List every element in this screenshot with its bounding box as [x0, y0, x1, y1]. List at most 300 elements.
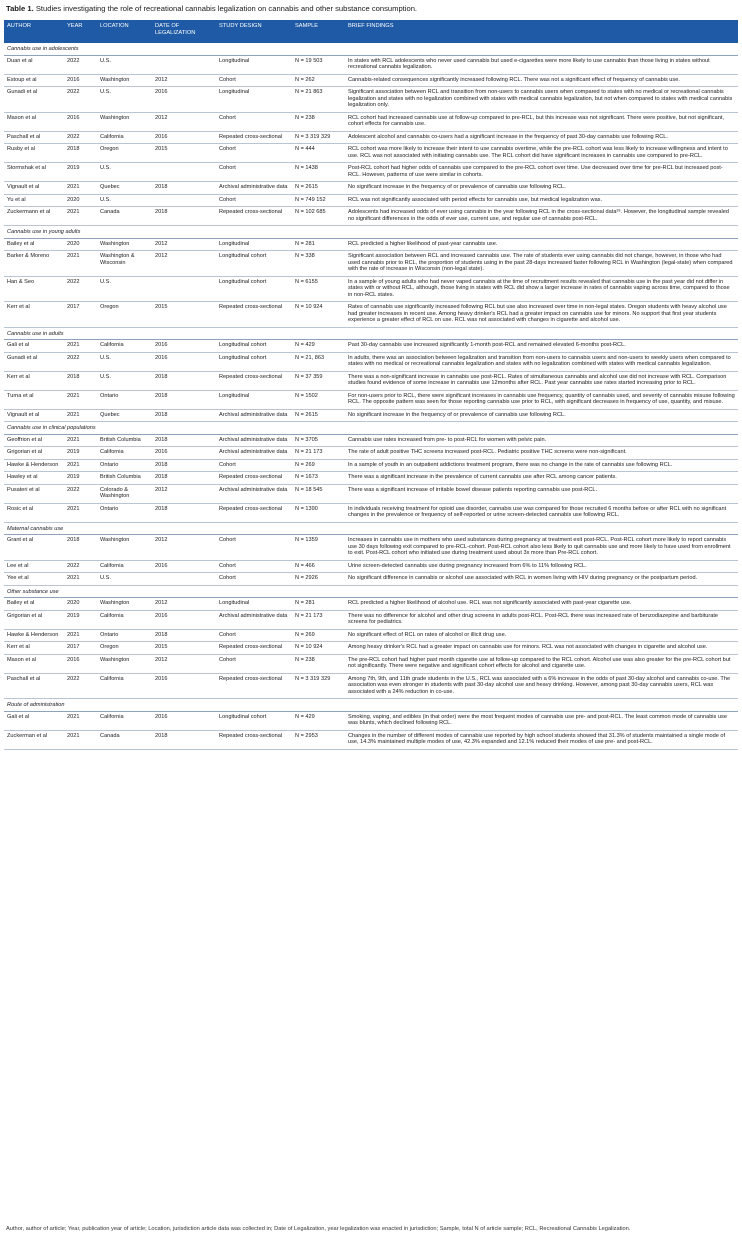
cell-date-of-legalization: 2016 [152, 673, 216, 699]
table-caption [6, 4, 417, 14]
cell-author: Hawke & Henderson [4, 459, 64, 472]
section-header-row [4, 422, 738, 435]
cell-author: Geoffrion et al [4, 434, 64, 447]
section-title: Maternal cannabis use [4, 522, 738, 535]
cell-year: 2020 [64, 238, 97, 251]
section-header-row [4, 522, 738, 535]
cell-study-design: Cohort [216, 144, 292, 163]
cell-brief-findings: Increases in cannabis use in mothers who used substances during pregnancy at treatment exit post-RCL. Post-RCL cohort more likely to report cannabis use 30 days following exit compared to pre-RCL-cohort. Post-RCL cohort also less likely to quit cannabis use and more likely to have used from enrollment to exit. Post-RCL cohort who initiated use during treatment used about 3x more than Pre-RCL cohort. [345, 535, 738, 561]
cell-location: Washington [97, 654, 152, 673]
cell-study-design: Cohort [216, 560, 292, 573]
cell-author: Kerr et al [4, 302, 64, 328]
cell-year: 2017 [64, 642, 97, 655]
cell-brief-findings: The pre-RCL cohort had higher past month cigarette use at follow-up compared to the RCL cohort. Alcohol use was also greater for the pre-RCL cohort but not significantly. There were negative and significant cohort effects for alcohol and cigarette use. [345, 654, 738, 673]
cell-brief-findings: There was no difference for alcohol and other drug screens in adults post-RCL. Post-RCL there was increased rate of benzodiazepine and barbiturate screens for pediatrics. [345, 610, 738, 629]
cell-year: 2022 [64, 484, 97, 503]
cell-sample: N = 466 [292, 560, 345, 573]
section-title: Route of administration [4, 699, 738, 712]
cell-study-design: Cohort [216, 112, 292, 131]
cell-sample: N = 2615 [292, 182, 345, 195]
cell-author: Vignault et al [4, 182, 64, 195]
table-row [4, 251, 738, 277]
cell-location: U.S. [97, 371, 152, 390]
cell-year: 2022 [64, 276, 97, 302]
cell-location: Washington & Wisconsin [97, 251, 152, 277]
cell-location: Ontario [97, 503, 152, 522]
cell-brief-findings: RCL cohort had increased cannabis use at follow-up compared to pre-RCL, but this increase was not significant. There were positive, but not significant, cohort effects for cannabis use. [345, 112, 738, 131]
cell-sample: N = 444 [292, 144, 345, 163]
table-row [4, 55, 738, 74]
cell-study-design: Repeated cross-sectional [216, 302, 292, 328]
cell-location: Oregon [97, 642, 152, 655]
table-row [4, 654, 738, 673]
table-row [4, 87, 738, 113]
cell-year: 2016 [64, 112, 97, 131]
cell-author: Zuckermann et al [4, 207, 64, 226]
cell-author: Gunadi et al [4, 87, 64, 113]
table-row [4, 730, 738, 749]
cell-year: 2016 [64, 654, 97, 673]
cell-date-of-legalization: 2012 [152, 238, 216, 251]
cell-location: Canada [97, 730, 152, 749]
cell-brief-findings: Significant association between RCL and increased cannabis use. The rate of students ever using cannabis did not change, however, in those who had used cannabis prior to RCL, the proportion of students using in the past 28-days increased faster following RCL in Washington (legal-state) when compared with the rate of increase in Wisconsin (non-legal state). [345, 251, 738, 277]
table-row [4, 434, 738, 447]
cell-year: 2021 [64, 207, 97, 226]
cell-study-design: Longitudinal [216, 238, 292, 251]
section-title: Cannabis use in adolescents [4, 43, 738, 55]
cell-location: California [97, 131, 152, 144]
cell-author: Grigorian et al [4, 447, 64, 460]
table-body [4, 43, 738, 749]
cell-sample: N = 1502 [292, 390, 345, 409]
cell-year: 2021 [64, 340, 97, 353]
cell-study-design: Repeated cross-sectional [216, 642, 292, 655]
cell-study-design: Archival administrative data [216, 434, 292, 447]
cell-sample: N = 338 [292, 251, 345, 277]
cell-date-of-legalization [152, 55, 216, 74]
cell-date-of-legalization [152, 573, 216, 586]
cell-location: Oregon [97, 302, 152, 328]
cell-brief-findings: In a sample of young adults who had never vaped cannabis at the time of recruitment results revealed that cannabis use in the past year did not differ in states with or without RCL, although, those living in states with RCL did show a larger increase in rates of cannabis vaping across time, compared to those in non-RCL states. [345, 276, 738, 302]
column-header-sample: SAMPLE [292, 20, 345, 43]
cell-year: 2021 [64, 629, 97, 642]
cell-brief-findings: Cannabis-related consequences significantly increased following RCL. There was not a significant effect of frequency of cannabis use. [345, 74, 738, 87]
cell-author: Paschall et al [4, 673, 64, 699]
table-row [4, 207, 738, 226]
cell-year: 2022 [64, 87, 97, 113]
table-row [4, 560, 738, 573]
cell-location: U.S. [97, 194, 152, 207]
cell-brief-findings: No significant effect of RCL on rates of alcohol or illicit drug use. [345, 629, 738, 642]
cell-study-design: Cohort [216, 654, 292, 673]
cell-year: 2020 [64, 598, 97, 611]
cell-year: 2021 [64, 711, 97, 730]
cell-sample: N = 1438 [292, 163, 345, 182]
cell-sample: N = 3 319 329 [292, 673, 345, 699]
cell-location: U.S. [97, 163, 152, 182]
cell-sample: N = 21 173 [292, 447, 345, 460]
cell-sample: N = 2615 [292, 409, 345, 422]
cell-study-design: Longitudinal cohort [216, 340, 292, 353]
cell-study-design: Archival administrative data [216, 610, 292, 629]
cell-brief-findings: There was a non-significant increase in cannabis use post-RCL. Rates of simultaneous cannabis and alcohol use did not increase with RCL. Comparison studies found evidence of some increase in cannabis use 12months after RCL. Past year cannabis use rates started increasing prior to RCL. [345, 371, 738, 390]
section-header-row [4, 226, 738, 239]
cell-brief-findings: Past 30-day cannabis use increased significantly 1-month post-RCL and remained elevated 6-months post-RCL. [345, 340, 738, 353]
cell-study-design: Longitudinal cohort [216, 352, 292, 371]
cell-author: Zuckerman et al [4, 730, 64, 749]
cell-brief-findings: No significant increase in the frequency of or prevalence of cannabis use following RCL. [345, 182, 738, 195]
cell-year: 2018 [64, 371, 97, 390]
cell-year: 2021 [64, 730, 97, 749]
cell-brief-findings: In states with RCL adolescents who never used cannabis but used e-cigarettes were more likely to use cannabis than those living in states without recreational cannabis legalization. [345, 55, 738, 74]
cell-date-of-legalization: 2016 [152, 352, 216, 371]
cell-sample: N = 269 [292, 629, 345, 642]
table-row [4, 610, 738, 629]
cell-location: California [97, 610, 152, 629]
cell-author: Grigorian et al [4, 610, 64, 629]
cell-year: 2019 [64, 447, 97, 460]
cell-location: California [97, 340, 152, 353]
cell-study-design: Archival administrative data [216, 447, 292, 460]
table-row [4, 194, 738, 207]
cell-study-design: Repeated cross-sectional [216, 472, 292, 485]
table-row [4, 131, 738, 144]
cell-study-design: Repeated cross-sectional [216, 503, 292, 522]
cell-location: Canada [97, 207, 152, 226]
table-row [4, 484, 738, 503]
cell-year: 2021 [64, 503, 97, 522]
cell-brief-findings: Cannabis use rates increased from pre- to post-RCL for women with pelvic pain. [345, 434, 738, 447]
cell-brief-findings: Post-RCL cohort had higher odds of cannabis use compared to the pre-RCL cohort over time. Use decreased over time for pre-RCL but increased post-RCL. However, patterns of use were similar in cohorts. [345, 163, 738, 182]
table-row [4, 144, 738, 163]
cell-sample: N = 21, 863 [292, 352, 345, 371]
cell-brief-findings: Changes in the number of different modes of cannabis use reported by high school students showed that 31.3% of students maintained a single mode of use, 14.3% maintained multiple modes of use, 42.3% expanded and 12.1% reduced their modes of use pre- and post-RCL. [345, 730, 738, 749]
cell-author: Kerr et al [4, 371, 64, 390]
section-header-row [4, 699, 738, 712]
cell-sample: N = 19 503 [292, 55, 345, 74]
cell-study-design: Archival administrative data [216, 409, 292, 422]
cell-date-of-legalization: 2018 [152, 182, 216, 195]
cell-brief-findings: RCL was not significantly associated with period effects for cannabis use, but medical legalization was. [345, 194, 738, 207]
cell-study-design: Cohort [216, 163, 292, 182]
cell-year: 2021 [64, 459, 97, 472]
cell-brief-findings: The rate of adult positive THC screens increased post-RCL. Pediatric positive THC screens were non-significant. [345, 447, 738, 460]
cell-study-design: Longitudinal [216, 55, 292, 74]
cell-study-design: Repeated cross-sectional [216, 207, 292, 226]
cell-sample: N = 749 152 [292, 194, 345, 207]
cell-date-of-legalization: 2018 [152, 390, 216, 409]
cell-date-of-legalization: 2016 [152, 560, 216, 573]
cell-sample: N = 37 359 [292, 371, 345, 390]
caption-text: Studies investigating the role of recreational cannabis legalization on cannabis and other substance consumption. [33, 4, 418, 13]
cell-brief-findings: Adolescent alcohol and cannabis co-users had a significant increase in the frequency of past 30-day cannabis use following RCL. [345, 131, 738, 144]
cell-year: 2021 [64, 409, 97, 422]
cell-brief-findings: Urine screen-detected cannabis use during pregnancy increased from 6% to 11% following RCL. [345, 560, 738, 573]
cell-date-of-legalization: 2012 [152, 112, 216, 131]
cell-date-of-legalization: 2016 [152, 447, 216, 460]
cell-sample: N = 429 [292, 340, 345, 353]
table-row [4, 112, 738, 131]
cell-date-of-legalization: 2018 [152, 409, 216, 422]
cell-sample: N = 2926 [292, 573, 345, 586]
cell-year: 2021 [64, 390, 97, 409]
cell-author: Yu et al [4, 194, 64, 207]
cell-date-of-legalization: 2012 [152, 251, 216, 277]
section-header-row [4, 43, 738, 55]
cell-date-of-legalization: 2018 [152, 459, 216, 472]
cell-author: Pusateri et al [4, 484, 64, 503]
cell-brief-findings: RCL predicted a higher likelihood of past-year cannabis use. [345, 238, 738, 251]
cell-brief-findings: Significant association between RCL and transition from non-users to cannabis users when compared to states with no medical or recreational cannabis legalization and states with no legalization combined with states with medical cannabis legalization, but not when compared to states with medical cannabis legalization only. [345, 87, 738, 113]
cell-date-of-legalization [152, 276, 216, 302]
cell-brief-findings: RCL predicted a higher likelihood of alcohol use. RCL was not significantly associated with past-year cigarette use. [345, 598, 738, 611]
cell-year: 2016 [64, 74, 97, 87]
cell-brief-findings: For non-users prior to RCL, there were significant increases in cannabis use frequency, quantity of cannabis used, and severity of cannabis misuse following RCL. The opposite pattern was seen for those reporting cannabis use prior to RCL, with significant decreases in frequency of use, quantity, and misuse. [345, 390, 738, 409]
cell-year: 2022 [64, 352, 97, 371]
cell-sample: N = 18 545 [292, 484, 345, 503]
cell-author: Estoup et al [4, 74, 64, 87]
cell-location: Washington [97, 74, 152, 87]
cell-date-of-legalization: 2018 [152, 730, 216, 749]
cell-brief-findings: In individuals receiving treatment for opioid use disorder, cannabis use was compared for those recruited 6 months before or after RCL with no significant changes in the prevalence or frequency of self-reported or urine screen-detected cannabis use following RCL. [345, 503, 738, 522]
cell-date-of-legalization: 2016 [152, 610, 216, 629]
cell-location: Colorado & Washington [97, 484, 152, 503]
cell-location: California [97, 560, 152, 573]
cell-author: Mason et al [4, 112, 64, 131]
column-header-author: AUTHOR [4, 20, 64, 43]
cell-date-of-legalization: 2018 [152, 207, 216, 226]
cell-location: California [97, 673, 152, 699]
column-header-year: YEAR [64, 20, 97, 43]
cell-study-design: Longitudinal [216, 390, 292, 409]
table-row [4, 447, 738, 460]
cell-brief-findings: Adolescents had increased odds of ever using cannabis in the year following RCL in the cross-sectional data²⁹. However, the longitudinal sample revealed no significant differences in the odds of ever use, current use, and regular use of cannabis post-RCL. [345, 207, 738, 226]
cell-sample: N = 10 924 [292, 302, 345, 328]
cell-sample: N = 21 863 [292, 87, 345, 113]
cell-sample: N = 10 924 [292, 642, 345, 655]
cell-year: 2020 [64, 194, 97, 207]
table-row [4, 598, 738, 611]
cell-location: British Columbia [97, 472, 152, 485]
cell-location: U.S. [97, 352, 152, 371]
cell-study-design: Cohort [216, 459, 292, 472]
cell-author: Gali et al [4, 711, 64, 730]
cell-study-design: Longitudinal [216, 598, 292, 611]
table-row [4, 182, 738, 195]
table-row [4, 371, 738, 390]
cell-brief-findings: No significant difference in cannabis or alcohol use associated with RCL in women living with HIV during pregnancy or the postpartum period. [345, 573, 738, 586]
cell-year: 2022 [64, 673, 97, 699]
cell-sample: N = 281 [292, 598, 345, 611]
cell-location: California [97, 447, 152, 460]
cell-date-of-legalization [152, 163, 216, 182]
cell-study-design: Longitudinal [216, 87, 292, 113]
cell-sample: N = 281 [292, 238, 345, 251]
caption-label: Table 1. [6, 4, 34, 13]
section-title: Other substance use [4, 585, 738, 598]
cell-date-of-legalization: 2018 [152, 503, 216, 522]
cell-author: Kerr et al [4, 642, 64, 655]
cell-sample: N = 1673 [292, 472, 345, 485]
cell-author: Rusby et al [4, 144, 64, 163]
cell-author: Paschall et al [4, 131, 64, 144]
cell-brief-findings: Among 7th, 9th, and 11th grade students in the U.S., RCL was associated with a 6% increase in the odds of past 30-day alcohol and cannabis co-use. The association was even stronger in students with past 30-day alcohol use and heavy drinking. However, among past 30-day cannabis users, RCL was associated with a 24% reduction in co-use. [345, 673, 738, 699]
cell-date-of-legalization: 2016 [152, 711, 216, 730]
cell-author: Lee et al [4, 560, 64, 573]
cell-author: Stormshak et al [4, 163, 64, 182]
table-row [4, 472, 738, 485]
section-title: Cannabis use in young adults [4, 226, 738, 239]
cell-sample: N = 3 319 329 [292, 131, 345, 144]
section-header-row [4, 585, 738, 598]
cell-author: Grant et al [4, 535, 64, 561]
cell-year: 2021 [64, 251, 97, 277]
cell-author: Gali et al [4, 340, 64, 353]
cell-year: 2021 [64, 434, 97, 447]
cell-sample: N = 429 [292, 711, 345, 730]
cell-author: Mason et al [4, 654, 64, 673]
column-header-brief-findings: BRIEF FINDINGS [345, 20, 738, 43]
cell-year: 2022 [64, 560, 97, 573]
cell-location: Ontario [97, 629, 152, 642]
column-header-date-of-legalization: DATE OF LEGALIZATION [152, 20, 216, 43]
cell-location: U.S. [97, 55, 152, 74]
cell-date-of-legalization [152, 194, 216, 207]
cell-author: Barker & Moreno [4, 251, 64, 277]
cell-study-design: Cohort [216, 74, 292, 87]
cell-location: Quebec [97, 182, 152, 195]
cell-location: U.S. [97, 573, 152, 586]
table-row [4, 409, 738, 422]
cell-date-of-legalization: 2018 [152, 371, 216, 390]
cell-sample: N = 262 [292, 74, 345, 87]
cell-author: Turna et al [4, 390, 64, 409]
cell-study-design: Archival administrative data [216, 182, 292, 195]
table-row [4, 642, 738, 655]
table-row [4, 673, 738, 699]
cell-date-of-legalization: 2016 [152, 131, 216, 144]
cell-date-of-legalization: 2012 [152, 654, 216, 673]
cell-location: Ontario [97, 390, 152, 409]
cell-date-of-legalization: 2018 [152, 472, 216, 485]
cell-study-design: Repeated cross-sectional [216, 131, 292, 144]
cell-location: U.S. [97, 276, 152, 302]
table-row [4, 503, 738, 522]
cell-date-of-legalization: 2016 [152, 340, 216, 353]
cell-study-design: Cohort [216, 194, 292, 207]
cell-date-of-legalization: 2016 [152, 87, 216, 113]
cell-date-of-legalization: 2012 [152, 74, 216, 87]
cell-author: Yee et al [4, 573, 64, 586]
cell-study-design: Repeated cross-sectional [216, 673, 292, 699]
cell-sample: N = 1390 [292, 503, 345, 522]
cell-date-of-legalization: 2015 [152, 642, 216, 655]
cell-study-design: Longitudinal cohort [216, 251, 292, 277]
cell-year: 2021 [64, 573, 97, 586]
cell-sample: N = 269 [292, 459, 345, 472]
table-row [4, 352, 738, 371]
table-row [4, 340, 738, 353]
cell-location: U.S. [97, 87, 152, 113]
cell-location: Quebec [97, 409, 152, 422]
cell-location: British Columbia [97, 434, 152, 447]
table-row [4, 302, 738, 328]
cell-year: 2019 [64, 610, 97, 629]
cell-date-of-legalization: 2018 [152, 629, 216, 642]
table-row [4, 163, 738, 182]
table-row [4, 390, 738, 409]
cell-author: Bailey et al [4, 238, 64, 251]
cell-year: 2019 [64, 472, 97, 485]
cell-brief-findings: In adults, there was an association between legalization and transition from non-users to cannabis users and non-users to weekly users when compared to states with no medical or recreational cannabis legalization and states with no legalization combined with states with medical cannabis legalization. [345, 352, 738, 371]
cell-sample: N = 102 685 [292, 207, 345, 226]
cell-year: 2017 [64, 302, 97, 328]
cell-date-of-legalization: 2018 [152, 434, 216, 447]
cell-brief-findings: No significant increase in the frequency of or prevalence of cannabis use following RCL. [345, 409, 738, 422]
cell-sample: N = 21 173 [292, 610, 345, 629]
cell-study-design: Cohort [216, 535, 292, 561]
cell-location: Washington [97, 238, 152, 251]
cell-sample: N = 238 [292, 654, 345, 673]
cell-author: Hawley et al [4, 472, 64, 485]
cell-study-design: Longitudinal cohort [216, 276, 292, 302]
section-header-row [4, 327, 738, 340]
column-header-study-design: STUDY DESIGN [216, 20, 292, 43]
cell-brief-findings: Smoking, vaping, and edibles (in that order) were the most frequent modes of cannabis use pre- and post-RCL. The least common mode of cannabis use was blunts, which declined following RCL. [345, 711, 738, 730]
table-row [4, 74, 738, 87]
table-row [4, 238, 738, 251]
cell-sample: N = 2953 [292, 730, 345, 749]
cell-author: Rosic et al [4, 503, 64, 522]
cell-author: Han & Seo [4, 276, 64, 302]
cell-year: 2018 [64, 144, 97, 163]
table-row [4, 573, 738, 586]
table-header [4, 20, 738, 43]
cell-author: Vignault et al [4, 409, 64, 422]
cell-year: 2022 [64, 55, 97, 74]
cell-sample: N = 238 [292, 112, 345, 131]
cell-brief-findings: Rates of cannabis use significantly increased following RCL but use also increased over time in non-legal states. Oregon students with heavy alcohol use had greater increases in recent use. Among heavy drinker's RCL had a greater impact on cannabis use for minors. No support that first year students experience a greater effect of RCL on use. RCL was not associated with changes in cigarette and alcohol use. [345, 302, 738, 328]
table-row [4, 459, 738, 472]
table-row [4, 711, 738, 730]
cell-sample: N = 1359 [292, 535, 345, 561]
cell-date-of-legalization: 2012 [152, 598, 216, 611]
table-row [4, 629, 738, 642]
column-header-location: LOCATION [97, 20, 152, 43]
cell-author: Hawke & Henderson [4, 629, 64, 642]
cell-date-of-legalization: 2015 [152, 144, 216, 163]
cell-location: Washington [97, 535, 152, 561]
cell-brief-findings: RCL cohort was more likely to increase their intent to use cannabis overtime, while the pre-RCL cohort was less likely to increase willingness and intent to use. RCL was not associated with initiating cannabis use. The RCL cohort did have significant increases in cannabis use compared to pre-RCL. [345, 144, 738, 163]
cell-sample: N = 3705 [292, 434, 345, 447]
cell-year: 2019 [64, 163, 97, 182]
cell-brief-findings: In a sample of youth in an outpatient addictions treatment program, there was no change in the rate of cannabis use following RCL. [345, 459, 738, 472]
cell-date-of-legalization: 2015 [152, 302, 216, 328]
cell-study-design: Repeated cross-sectional [216, 730, 292, 749]
cell-location: Oregon [97, 144, 152, 163]
cell-year: 2018 [64, 535, 97, 561]
cell-year: 2021 [64, 182, 97, 195]
cell-sample: N = 6155 [292, 276, 345, 302]
cell-location: California [97, 711, 152, 730]
cell-study-design: Cohort [216, 629, 292, 642]
cell-location: Washington [97, 598, 152, 611]
section-title: Cannabis use in adults [4, 327, 738, 340]
cell-author: Bailey et al [4, 598, 64, 611]
cell-brief-findings: There was a significant increase in the prevalence of current cannabis use after RCL among cancer patients. [345, 472, 738, 485]
cell-study-design: Longitudinal cohort [216, 711, 292, 730]
cell-brief-findings: There was a significant increase of irritable bowel disease patients reporting cannabis use post-RCL. [345, 484, 738, 503]
